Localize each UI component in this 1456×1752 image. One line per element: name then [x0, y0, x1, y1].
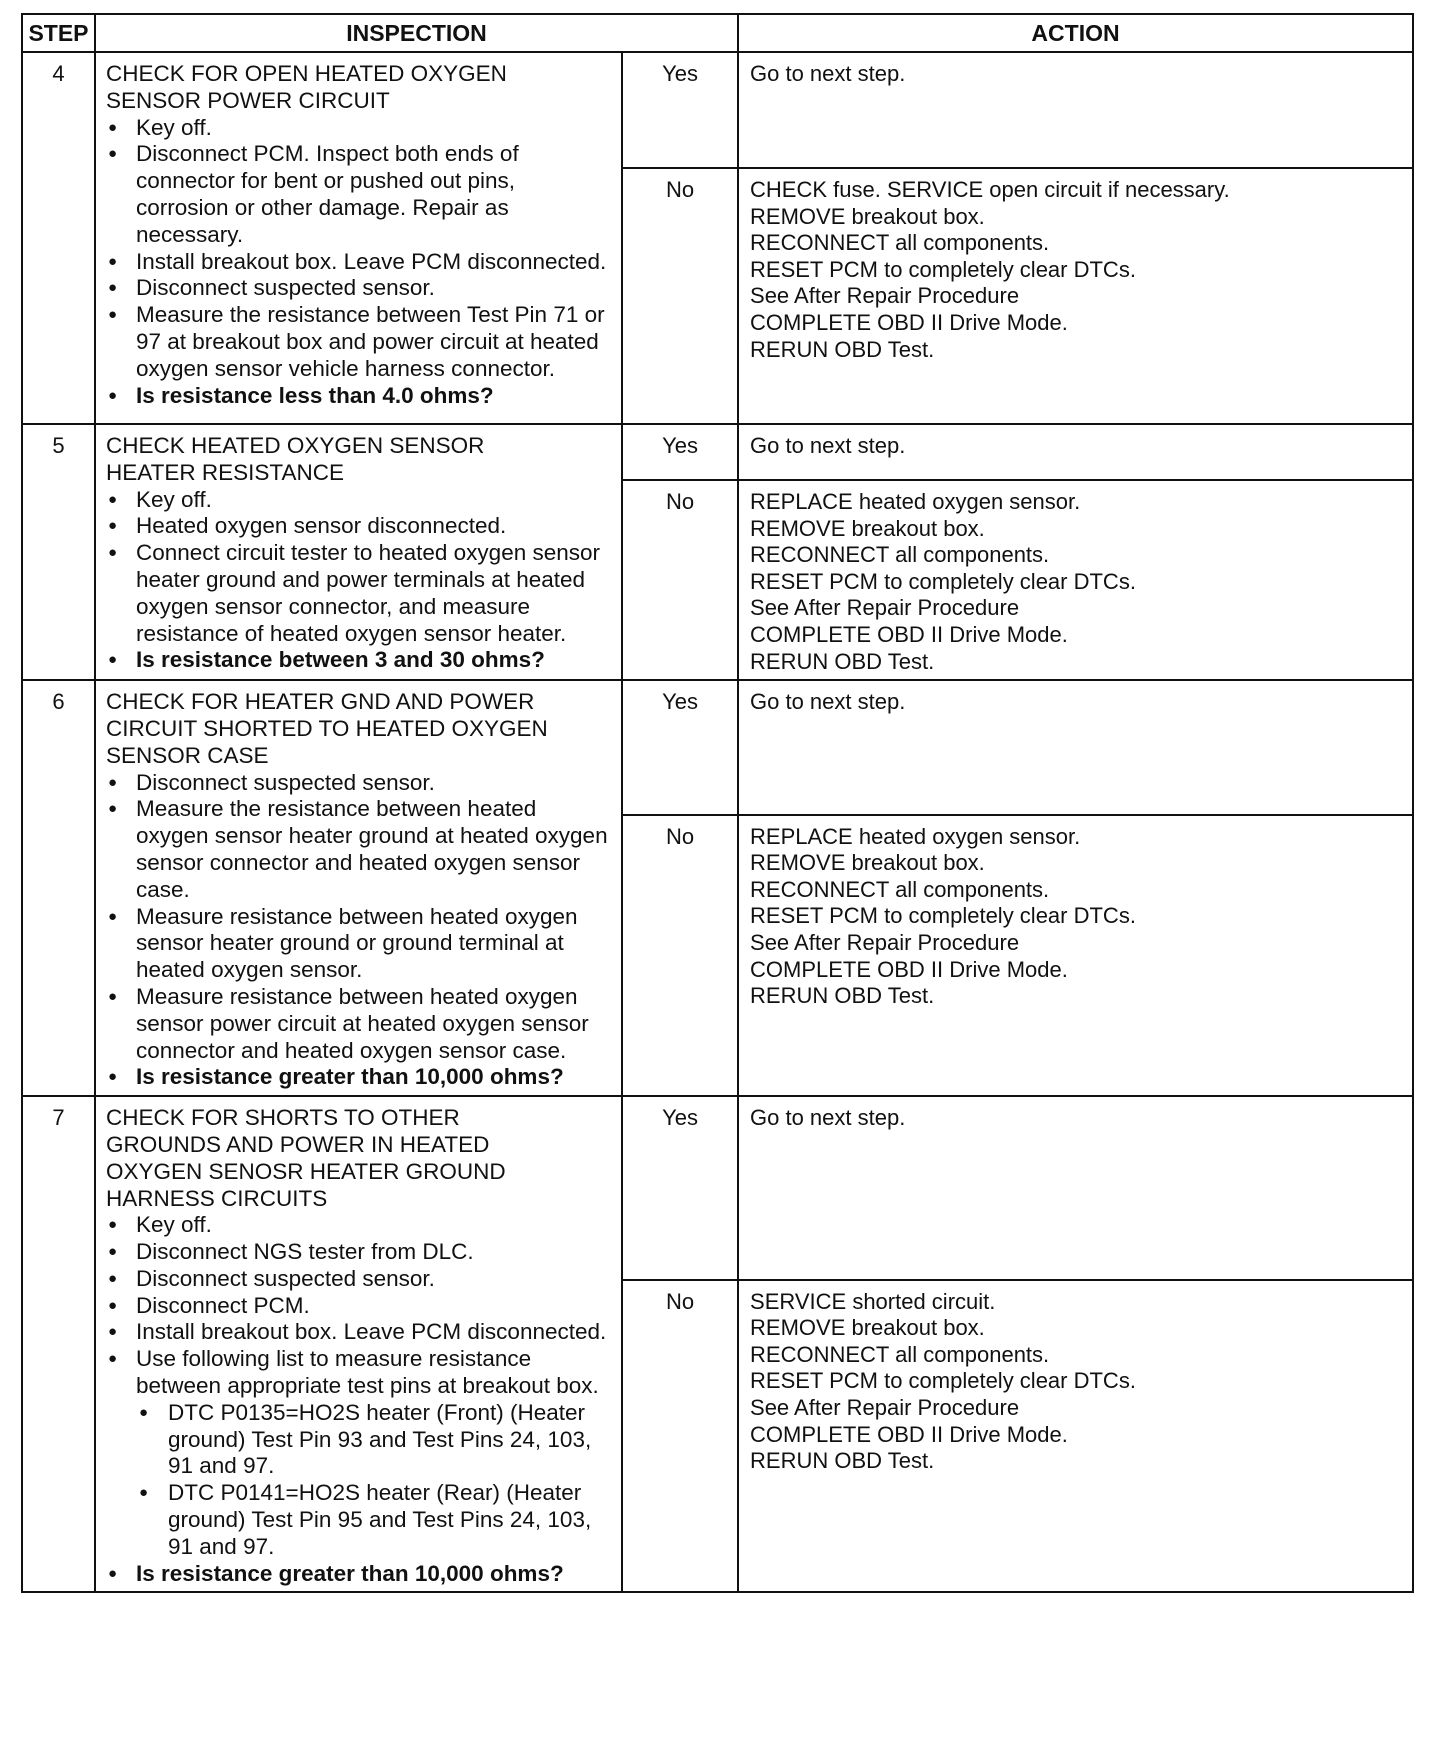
bullet-item: ● Install breakout box. Leave PCM disconnected. — [106, 1319, 613, 1346]
inspection-cell — [95, 52, 622, 424]
bullet-item: ● Heated oxygen sensor disconnected. — [106, 513, 613, 540]
bullet-item: ● Use following list to measure resistance between appropriate test pins at breakout box. ● DTC P0135=HO2S heater (Front) (Heater ground) Test Pin 93 and Test Pins 24, 103, 91 and 97. ● DTC P0141=HO2S heater (Rear) (Heater ground) Test Pin 95 and Test Pins 24, 103, 91 and 97. — [106, 1346, 613, 1560]
bullet-item: ● Key off. — [106, 487, 613, 514]
inspection-bullets — [106, 770, 613, 1092]
inspection-title: CHECK FOR SHORTS TO OTHER GROUNDS AND POWER IN HEATED OXYGEN SENOSR HEATER GROUND HARNESS CIRCUITS — [106, 1105, 506, 1211]
no-action: REPLACE heated oxygen sensor. REMOVE breakout box. RECONNECT all components. RESET PCM to completely clear DTCs. See After Repair Procedure COMPLETE OBD II Drive Mode. RERUN OBD Test. — [738, 480, 1413, 680]
header-inspection: INSPECTION — [95, 14, 738, 52]
yes-action: Go to next step. — [738, 424, 1413, 480]
inspection-question: ● Is resistance less than 4.0 ohms? — [106, 383, 613, 410]
no-action: CHECK fuse. SERVICE open circuit if necessary. REMOVE breakout box. RECONNECT all components. RESET PCM to completely clear DTCs. See After Repair Procedure COMPLETE OBD II Drive Mode. RERUN OBD Test. — [738, 168, 1413, 424]
sub-bullet-item: ● DTC P0141=HO2S heater (Rear) (Heater ground) Test Pin 95 and Test Pins 24, 103, 91 and 97. — [136, 1480, 613, 1560]
header-row — [22, 14, 1413, 52]
bullet-item: ● Install breakout box. Leave PCM disconnected. — [106, 249, 613, 276]
no-action: REPLACE heated oxygen sensor. REMOVE breakout box. RECONNECT all components. RESET PCM to completely clear DTCs. See After Repair Procedure COMPLETE OBD II Drive Mode. RERUN OBD Test. — [738, 815, 1413, 1096]
inspection-cell — [95, 1096, 622, 1592]
bullet-item: ● Key off. — [106, 115, 613, 142]
bullet-item: ● Disconnect suspected sensor. — [106, 275, 613, 302]
no-action: SERVICE shorted circuit. REMOVE breakout box. RECONNECT all components. RESET PCM to completely clear DTCs. See After Repair Procedure COMPLETE OBD II Drive Mode. RERUN OBD Test. — [738, 1280, 1413, 1593]
inspection-bullets — [106, 115, 613, 410]
yes-label: Yes — [622, 424, 738, 480]
inspection-question: ● Is resistance greater than 10,000 ohms? — [106, 1561, 613, 1588]
bullet-item: ● Measure resistance between heated oxygen sensor power circuit at heated oxygen sensor connector and heated oxygen sensor case. — [106, 984, 613, 1064]
header-step: STEP — [22, 14, 95, 52]
step-row — [22, 52, 1413, 168]
bullet-item: ● Connect circuit tester to heated oxygen sensor heater ground and power terminals at heated oxygen sensor connector, and measure resistance of heated oxygen sensor heater. — [106, 540, 613, 647]
step-row — [22, 1096, 1413, 1280]
step-number: 4 — [22, 52, 95, 424]
sub-bullet-item: ● DTC P0135=HO2S heater (Front) (Heater ground) Test Pin 93 and Test Pins 24, 103, 91 and 97. — [136, 1400, 613, 1480]
bullet-item: ● Disconnect PCM. Inspect both ends of connector for bent or pushed out pins, corrosion or other damage. Repair as necessary. — [106, 141, 613, 248]
step-number: 7 — [22, 1096, 95, 1592]
bullet-item: ● Disconnect suspected sensor. — [106, 770, 613, 797]
inspection-bullets — [106, 1212, 613, 1587]
step-number: 5 — [22, 424, 95, 680]
yes-label: Yes — [622, 680, 738, 815]
no-label: No — [622, 1280, 738, 1593]
no-label: No — [622, 168, 738, 424]
inspection-title: CHECK HEATED OXYGEN SENSOR HEATER RESISTANCE — [106, 433, 485, 485]
inspection-title: CHECK FOR HEATER GND AND POWER CIRCUIT SHORTED TO HEATED OXYGEN SENSOR CASE — [106, 689, 548, 768]
yes-action: Go to next step. — [738, 1096, 1413, 1280]
bullet-item: ● Measure the resistance between heated oxygen sensor heater ground at heated oxygen sensor connector and heated oxygen sensor case. — [106, 796, 613, 903]
step-row — [22, 680, 1413, 815]
inspection-cell — [95, 680, 622, 1096]
inspection-cell — [95, 424, 622, 680]
inspection-question: ● Is resistance between 3 and 30 ohms? — [106, 647, 613, 674]
inspection-title: CHECK FOR OPEN HEATED OXYGEN SENSOR POWER CIRCUIT — [106, 61, 507, 113]
diagnostic-table — [21, 13, 1414, 1593]
inspection-bullets — [106, 487, 613, 675]
bullet-item: ● Key off. — [106, 1212, 613, 1239]
yes-action: Go to next step. — [738, 52, 1413, 168]
step-number: 6 — [22, 680, 95, 1096]
header-action: ACTION — [738, 14, 1413, 52]
bullet-item: ● Disconnect NGS tester from DLC. — [106, 1239, 613, 1266]
yes-label: Yes — [622, 1096, 738, 1280]
bullet-item: ● Disconnect PCM. — [106, 1293, 613, 1320]
yes-action: Go to next step. — [738, 680, 1413, 815]
bullet-item: ● Disconnect suspected sensor. — [106, 1266, 613, 1293]
no-label: No — [622, 815, 738, 1096]
step-row — [22, 424, 1413, 480]
no-label: No — [622, 480, 738, 680]
sub-bullets — [136, 1400, 613, 1561]
inspection-question: ● Is resistance greater than 10,000 ohms? — [106, 1064, 613, 1091]
yes-label: Yes — [622, 52, 738, 168]
bullet-item: ● Measure the resistance between Test Pin 71 or 97 at breakout box and power circuit at heated oxygen sensor vehicle harness connector. — [106, 302, 613, 382]
bullet-item: ● Measure resistance between heated oxygen sensor heater ground or ground terminal at heated oxygen sensor. — [106, 904, 613, 984]
